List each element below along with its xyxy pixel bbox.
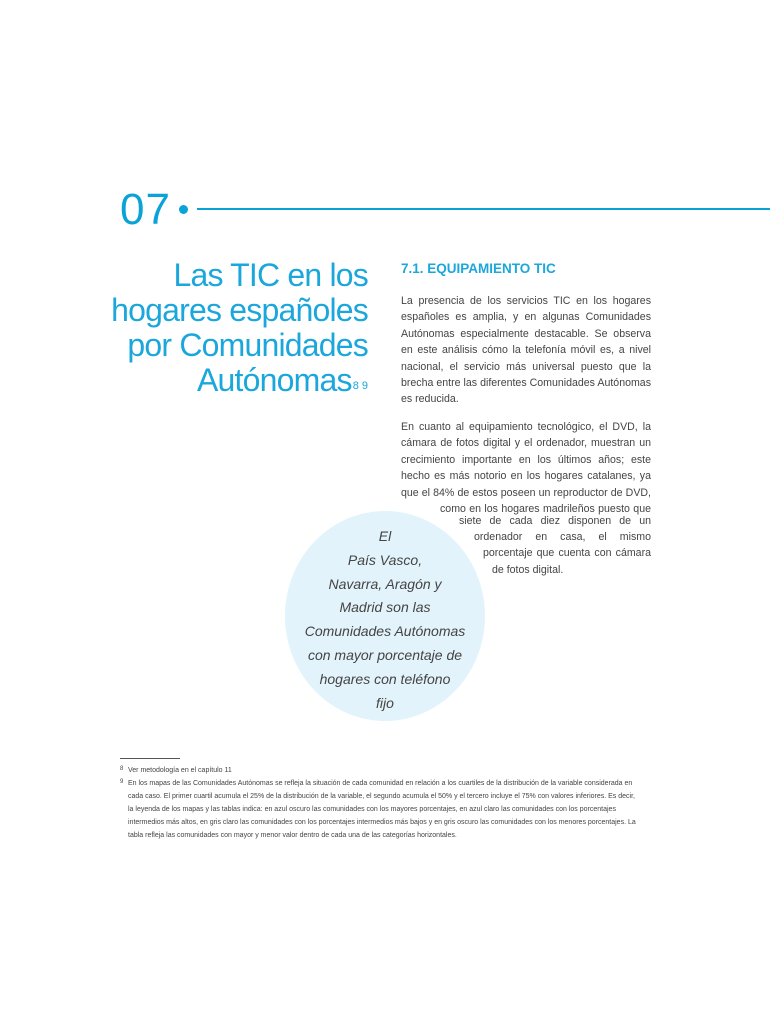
paragraph-line: hecho es más notorio en los hogares catalanes, ya [401, 470, 651, 483]
footnote-line: En los mapas de las Comunidades Autónomas se refleja la situación de cada comunidad en relación a los cuartiles de la distribución de la variable considerada en [128, 780, 633, 787]
title-line: hogares españoles [111, 292, 368, 328]
section-heading: 7.1. EQUIPAMIENTO TIC [401, 261, 556, 276]
callout-line: País Vasco, [347, 551, 423, 568]
callout-line: hogares con teléfono [319, 670, 451, 687]
callout-line: Madrid son las [339, 599, 431, 616]
chapter-number: 07 [120, 185, 171, 234]
paragraph-line: como en los hogares madrileños puesto que [440, 503, 651, 515]
paragraph-line: de fotos digital. [492, 563, 564, 576]
footnote-rule [120, 758, 180, 759]
footnote-number: 8 [120, 766, 124, 772]
callout-line: fijo [376, 694, 394, 711]
title-line: Las TIC en los [173, 257, 368, 293]
callout-line: con mayor porcentaje de [307, 646, 463, 663]
paragraph-line: cámara de fotos digital y el ordenador, muestran un [401, 437, 651, 450]
footnote-text: Ver metodología en el capítulo 11 [128, 767, 232, 774]
footnote-line: la leyenda de los mapas y las tablas indica: en azul oscuro las comunidades con los mayores porcentajes, en azul claro las comunidades con los porcentajes [128, 805, 616, 813]
chapter-rule [197, 208, 770, 210]
footnote-line-first [120, 776, 650, 791]
footnote-refs: 8 9 [352, 380, 368, 392]
footnote-line: cada caso. El primer cuartil acumula el 25% de la distribución de la variable, el segundo acumula el 50% y el tercero incluye el 75% con valores inferiores. Es decir, [128, 792, 635, 800]
callout-text [293, 525, 477, 715]
title-line: Autónomas [197, 362, 352, 398]
chapter-bullet [179, 205, 188, 214]
title-line-last [110, 363, 368, 404]
paragraph-line: porcentaje que cuenta con cámara [483, 547, 651, 560]
paragraph-line: siete de cada diez disponen de un [459, 515, 651, 527]
footnote-line: intermedios más altos, en gris claro las comunidades con los porcentajes intermedios más bajos y en gris oscuro las comunidades con los menores porcentajes. La [128, 818, 636, 826]
callout-line: Navarra, Aragón y [328, 575, 442, 592]
callout-line: Comunidades Autónomas [304, 623, 466, 640]
footnote-number: 9 [120, 779, 124, 785]
callout-line: El [378, 528, 392, 544]
footnote-line: tabla refleja las comunidades con mayor y menor valor dentro de cada una de las categorías horizontales. [128, 831, 457, 839]
footnote-9 [120, 776, 650, 843]
paragraph-line: En cuanto al equipamiento tecnológico, el DVD, la [401, 421, 651, 433]
title-line: por Comunidades [127, 327, 368, 363]
paragraph-line: crecimiento importante en los últimos años; este [401, 453, 651, 466]
paragraph-line: ordenador en casa, el mismo [474, 531, 651, 543]
paragraph-1: La presencia de los servicios TIC en los hogares españoles es amplia, y en algunas Comunidades Autónomas especialmente destacable. Se observa en este análisis cómo la telefonía móvil es, a nivel nacional, el servicio más universal puesto que la brecha entre las diferentes Comunidades Autónomas es reducida. [401, 295, 651, 406]
chapter-title [110, 258, 368, 404]
paragraph-line: que el 84% de estos poseen un reproductor de DVD, [401, 486, 651, 499]
